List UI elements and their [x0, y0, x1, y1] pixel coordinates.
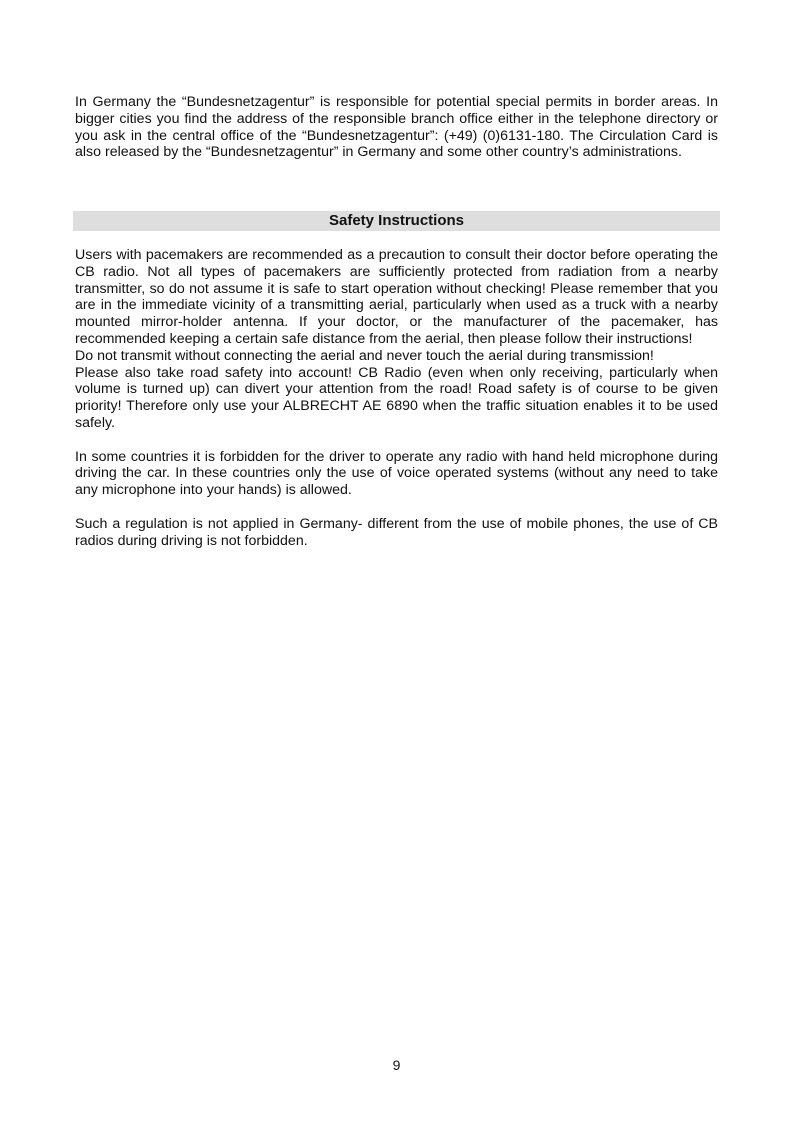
germany-paragraph: Such a regulation is not applied in Germany- different from the use of mobile phones, the use of CB radios during driving is not forbidden. — [75, 515, 718, 549]
countries-paragraph: In some countries it is forbidden for the driver to operate any radio with hand held microphone during driving the car. In these countries only the use of voice operated systems (without any need to take any microphone into your hands) is allowed. — [75, 448, 718, 499]
intro-paragraph: In Germany the “Bundesnetzagentur” is responsible for potential special permits in border areas. In bigger cities you find the address of the responsible branch office either in the telephone directory or you ask in the central office of the “Bundesnetzagentur”: (+49) (0)6131-180. The Circulation Card is also released by the “Bundesnetzagentur” in Germany and some other country’s administrations. — [75, 94, 718, 161]
intro-section — [75, 94, 718, 161]
pacemaker-paragraph: Users with pacemakers are recommended as a precaution to consult their doctor before operating the CB radio. Not all types of pacemakers are sufficiently protected from radiation from a nearby transmitter, so do not assume it is safe to start operation without checking! Please remember that you are in the immediate vicinity of a transmitting aerial, particularly when used as a truck with a nearby mounted mirror-holder antenna. If your doctor, or the manufacturer of the pacemaker, has recommended keeping a certain safe distance from the aerial, then please follow their instructions! — [75, 247, 718, 347]
page-number: 9 — [392, 1057, 401, 1073]
safety-section-body — [75, 247, 718, 549]
road-safety-paragraph: Please also take road safety into account! CB Radio (even when only receiving, particularly when volume is turned up) can divert your attention from the road! Road safety is of course to be given priority! Therefore only use your ALBRECHT AE 6890 when the traffic situation enables it to be used safely. — [75, 364, 718, 431]
aerial-paragraph: Do not transmit without connecting the aerial and never touch the aerial during transmission! — [75, 347, 654, 364]
section-heading-safety: Safety Instructions — [73, 211, 720, 231]
